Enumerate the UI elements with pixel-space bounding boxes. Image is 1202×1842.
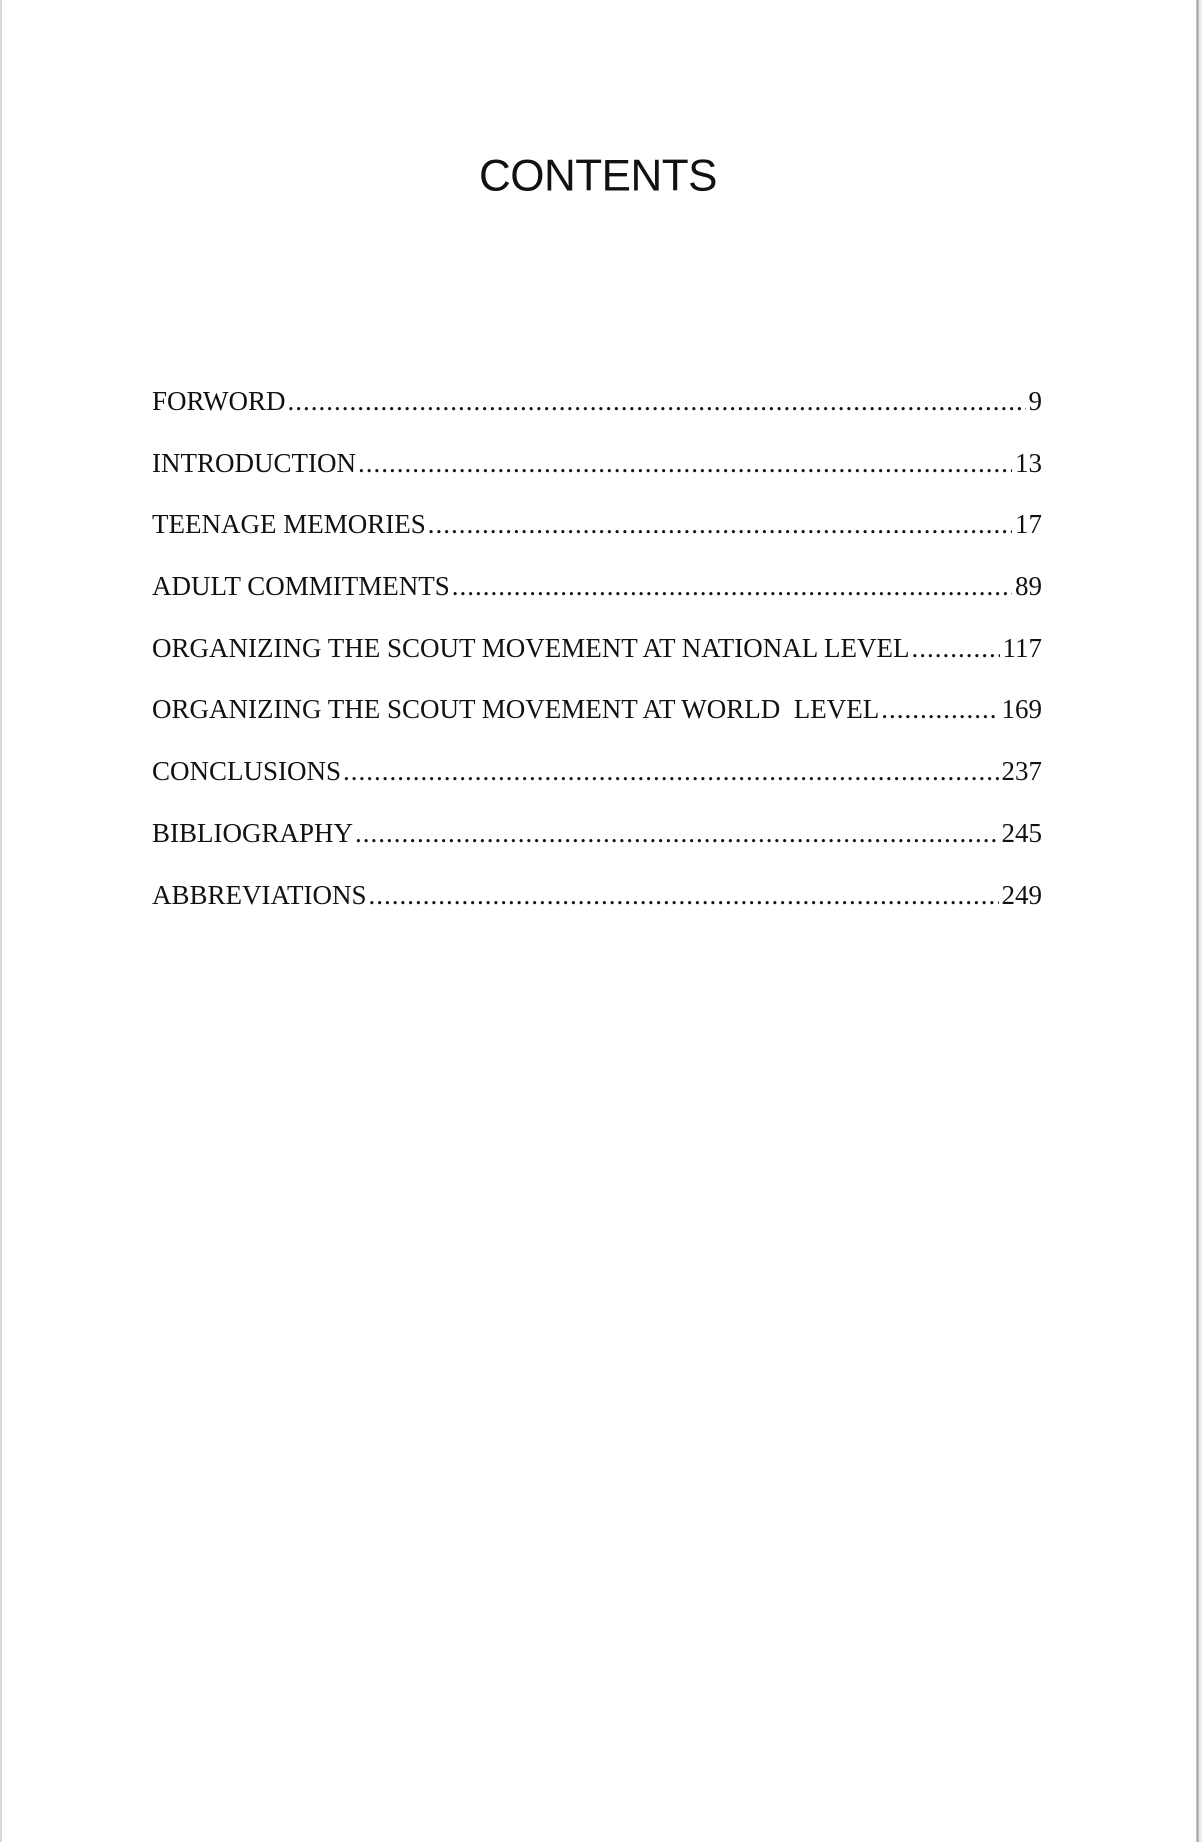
toc-entry-page: 249 (1001, 879, 1042, 910)
page-left-edge (0, 0, 2, 1842)
toc-entry-page: 89 (1015, 571, 1042, 602)
toc-entry-label: ORGANIZING THE SCOUT MOVEMENT AT WORLD LEVEL (152, 694, 880, 725)
toc-entry-label: ADULT COMMITMENTS (152, 571, 450, 602)
toc-entry-label: ABBREVIATIONS (152, 879, 367, 910)
dot-leader (369, 880, 999, 911)
toc-entry-label: INTRODUCTION (152, 447, 356, 478)
page-right-edge (1196, 0, 1202, 1842)
toc-entry-teenage-memories[interactable] (152, 509, 1042, 571)
toc-entry-forword[interactable] (152, 386, 1042, 448)
dot-leader (911, 633, 999, 664)
toc-entry-bibliography[interactable] (152, 818, 1042, 880)
toc-entry-label: BIBLIOGRAPHY (152, 817, 354, 848)
toc-entry-page: 237 (1001, 756, 1042, 787)
dot-leader (428, 509, 1012, 540)
toc-entry-page: 13 (1015, 447, 1042, 478)
toc-entry-label: FORWORD (152, 386, 286, 416)
toc-entry-page: 245 (1001, 817, 1042, 848)
dot-leader (881, 694, 998, 725)
toc-entry-adult-commitments[interactable] (152, 571, 1042, 633)
table-of-contents (152, 386, 1042, 941)
toc-entry-conclusions[interactable] (152, 756, 1042, 818)
toc-entry-page: 117 (1002, 632, 1042, 663)
toc-entry-introduction[interactable] (152, 448, 1042, 510)
toc-entry-label: CONCLUSIONS (152, 756, 342, 787)
dot-leader (343, 756, 998, 787)
toc-entry-world-level[interactable] (152, 694, 1042, 756)
dot-leader (452, 571, 1012, 602)
toc-entry-page: 17 (1015, 509, 1042, 540)
toc-entry-label: ORGANIZING THE SCOUT MOVEMENT AT NATIONAL LEVEL (152, 632, 910, 663)
toc-entry-abbreviations[interactable] (152, 880, 1042, 942)
toc-entry-national-level[interactable] (152, 633, 1042, 695)
dot-leader (288, 386, 1026, 417)
toc-entry-label: TEENAGE MEMORIES (152, 509, 426, 540)
toc-entry-page: 169 (1001, 694, 1042, 725)
dot-leader (358, 448, 1012, 479)
page-title: CONTENTS (479, 150, 717, 201)
toc-entry-page: 9 (1028, 386, 1042, 416)
dot-leader (355, 818, 998, 849)
